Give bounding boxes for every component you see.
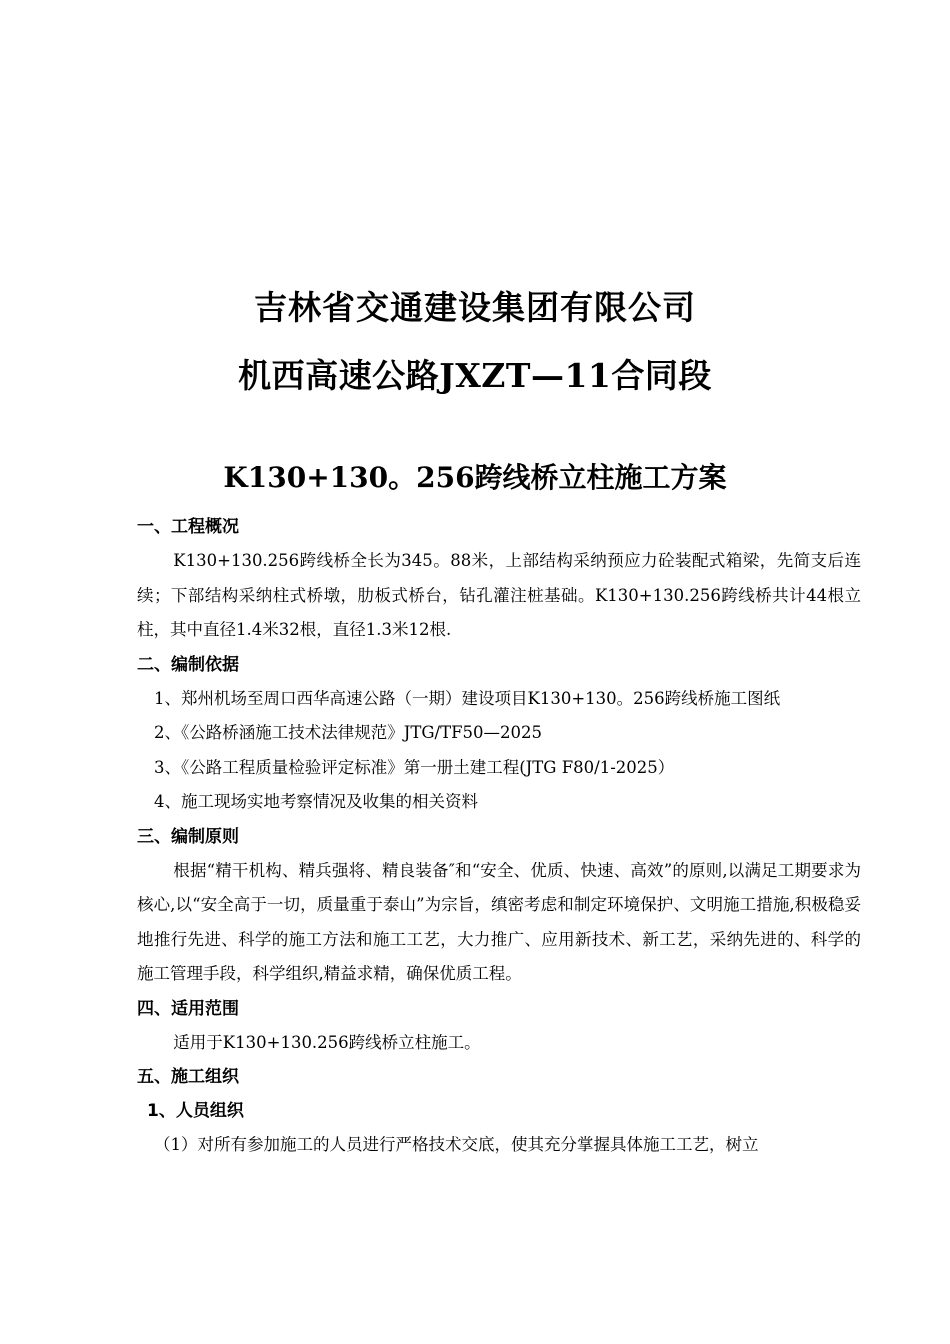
scope-paragraph: 适用于K130+130.256跨线桥立柱施工。: [173, 1032, 481, 1052]
contract-section-title: 机西高速公路JXZT—11合同段: [238, 356, 712, 395]
section-heading-basis: 二、编制依据: [137, 654, 239, 675]
document-title: K130+130。256跨线桥立柱施工方案: [223, 461, 727, 494]
principles-paragraph: 根据“精干机构、精兵强将、精良装备″和“安全、优质、快速、高效”的原则,以满足工期要求为核心,以“安全高于一切，质量重于泰山”为宗旨，缜密考虑和制定环境保护、文明施工措施,积极稳妥地推行先进、科学的施工方法和施工工艺，大力推广、应用新技术、新工艺，采纳先进的、科学的施工管理手段，科学组织,精益求精，确保优质工程。: [137, 860, 861, 983]
basis-item: 2、《公路桥涵施工技术法律规范》JTG/TF50—2025: [154, 723, 543, 742]
section-heading-scope: 四、适用范围: [137, 998, 239, 1019]
basis-item: 3、《公路工程质量检验评定标准》第一册土建工程(JTG F80/1-2025）: [154, 757, 675, 777]
overview-paragraph: K130+130.256跨线桥全长为345。88米，上部结构采纳预应力砼装配式箱梁，先简支后连续；下部结构采纳柱式桥墩，肋板式桥台，钻孔灌注桩基础。K130+130.256跨线桥共计44根立柱，其中直径1.4米32根，直径1.3米12根.: [137, 551, 861, 639]
section-heading-organization: 五、施工组织: [137, 1067, 239, 1087]
sub-heading-personnel: 1、人员组织: [147, 1101, 244, 1121]
section-heading-principles: 三、编制原则: [137, 826, 239, 847]
section-heading-overview: 一、工程概况: [137, 517, 239, 537]
document-body: [137, 510, 861, 1162]
basis-item: 1、郑州机场至周口西华高速公路（一期）建设项目K130+130。256跨线桥施工图纸: [154, 688, 781, 708]
personnel-paragraph: （1）对所有参加施工的人员进行严格技术交底，使其充分掌握具体施工工艺，树立: [154, 1135, 759, 1154]
company-title: 吉林省交通建设集团有限公司: [254, 288, 696, 327]
basis-item: 4、施工现场实地考察情况及收集的相关资料: [154, 792, 478, 811]
